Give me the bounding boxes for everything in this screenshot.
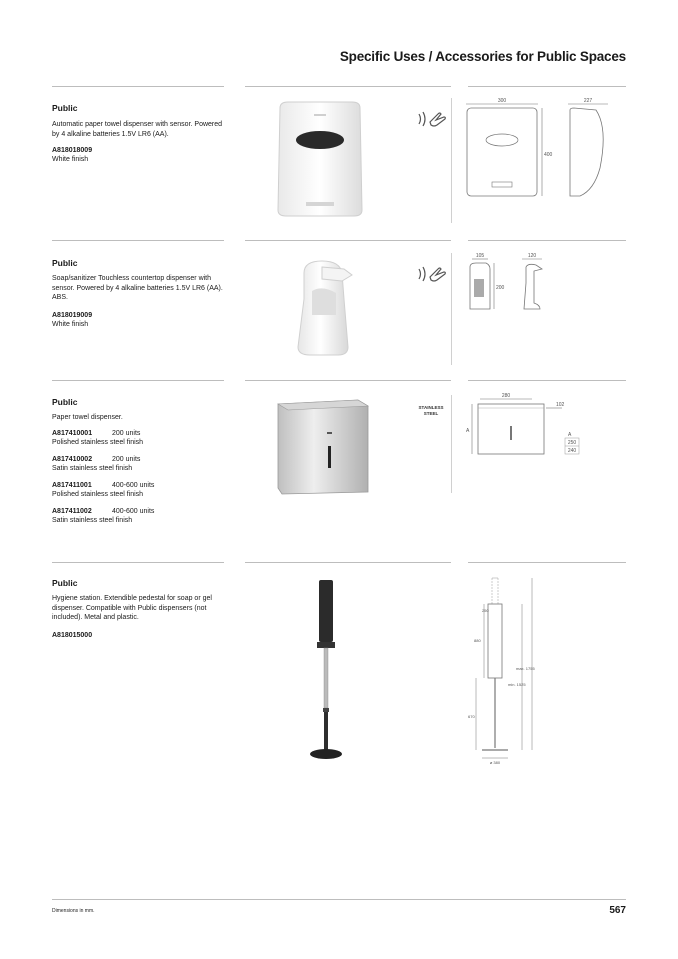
dim-670: 670 bbox=[468, 714, 475, 719]
dim-width: 105 bbox=[475, 253, 485, 259]
sensor-hand-icon bbox=[416, 264, 448, 284]
product-finish: White finish bbox=[52, 321, 89, 328]
dim-height: 400 bbox=[544, 152, 553, 158]
page-number: 567 bbox=[609, 905, 626, 916]
page-title: Specific Uses / Accessories for Public Spaces bbox=[339, 49, 626, 64]
product-description: Soap/sanitizer Touchless countertop dispenser with sensor. Powered by 4 alkaline batteries 1.5V LR6 (AA). ABS. bbox=[52, 275, 223, 301]
section-divider bbox=[52, 86, 224, 87]
product-item bbox=[52, 507, 232, 525]
dim-label-a: A bbox=[466, 428, 470, 434]
product-finish: Polished stainless steel finish bbox=[52, 439, 144, 446]
product-description: Automatic paper towel dispenser with sensor. Powered by 4 alkaline batteries 1.5V LR6 (AA). bbox=[52, 121, 223, 138]
section-divider bbox=[468, 380, 626, 381]
product-description: Hygiene station. Extendible pedestal for soap or gel dispenser. Compatible with Public dispensers (not included). Metal and plastic. bbox=[52, 595, 212, 621]
dim-min-height: min. 1525 bbox=[508, 682, 526, 687]
product-finish: Satin stainless steel finish bbox=[52, 465, 133, 472]
dim-dispenser-height: 250 bbox=[482, 608, 489, 613]
paper-towel-dispenser-image bbox=[270, 98, 370, 223]
product-code: A817411002 bbox=[52, 508, 92, 515]
product-code: A818015000 bbox=[52, 632, 93, 639]
dim-height: 200 bbox=[496, 285, 505, 291]
product-description: Paper towel dispenser. bbox=[52, 414, 123, 421]
footer-divider bbox=[52, 899, 626, 900]
section-divider bbox=[52, 380, 224, 381]
product-item bbox=[52, 631, 232, 640]
section-divider bbox=[468, 86, 626, 87]
product-item bbox=[52, 429, 232, 447]
icon-divider bbox=[451, 395, 452, 493]
dim-a-option-2: 240 bbox=[567, 448, 577, 454]
paper-towel-dispenser-drawing bbox=[462, 98, 622, 208]
section-title: Public bbox=[52, 258, 78, 268]
product-item bbox=[52, 311, 232, 329]
dim-label-a-table: A bbox=[568, 432, 572, 438]
hygiene-station-drawing bbox=[462, 574, 562, 768]
section-title: Public bbox=[52, 103, 78, 113]
dim-a-option-1: 250 bbox=[567, 440, 577, 446]
stainless-steel-badge: STAINLESS STEEL bbox=[418, 405, 444, 416]
section-divider bbox=[52, 562, 224, 563]
section-divider bbox=[468, 562, 626, 563]
section-divider bbox=[245, 86, 451, 87]
soap-dispenser-image bbox=[282, 255, 362, 365]
stainless-paper-towel-dispenser-image bbox=[272, 398, 372, 496]
dim-depth: 120 bbox=[527, 253, 537, 259]
section-title: Public bbox=[52, 578, 78, 588]
icon-divider bbox=[451, 98, 452, 223]
product-code: A818019009 bbox=[52, 312, 93, 319]
dim-880: 880 bbox=[474, 638, 481, 643]
sensor-hand-icon bbox=[416, 109, 448, 129]
dim-max-height: max. 1755 bbox=[516, 666, 535, 671]
dim-depth: 102 bbox=[556, 402, 565, 408]
section-title: Public bbox=[52, 397, 78, 407]
product-units: 200 units bbox=[112, 456, 141, 463]
soap-dispenser-drawing bbox=[462, 253, 562, 318]
product-units: 400-600 units bbox=[112, 508, 155, 515]
product-code: A818018009 bbox=[52, 147, 93, 154]
product-item bbox=[52, 481, 232, 499]
product-item bbox=[52, 455, 232, 473]
icon-divider bbox=[451, 253, 452, 365]
product-finish: Satin stainless steel finish bbox=[52, 517, 133, 524]
section-divider bbox=[52, 240, 224, 241]
product-code: A817411001 bbox=[52, 482, 92, 489]
dim-width: 300 bbox=[497, 98, 507, 104]
section-divider bbox=[245, 562, 451, 563]
dim-width: 280 bbox=[501, 393, 511, 399]
dim-depth: 227 bbox=[583, 98, 593, 104]
dimensions-note: Dimensions in mm. bbox=[52, 908, 95, 914]
product-finish: Polished stainless steel finish bbox=[52, 491, 144, 498]
product-item bbox=[52, 146, 232, 164]
section-divider bbox=[468, 240, 626, 241]
product-units: 400-600 units bbox=[112, 482, 155, 489]
hygiene-station-image bbox=[305, 578, 350, 768]
product-units: 200 units bbox=[112, 430, 141, 437]
section-divider bbox=[245, 240, 451, 241]
stainless-dispenser-drawing bbox=[462, 392, 622, 462]
product-code: A817410001 bbox=[52, 430, 93, 437]
section-divider bbox=[245, 380, 451, 381]
product-finish: White finish bbox=[52, 156, 89, 163]
product-code: A817410002 bbox=[52, 456, 93, 463]
dim-base-diameter: ⌀ 380 bbox=[489, 760, 501, 765]
